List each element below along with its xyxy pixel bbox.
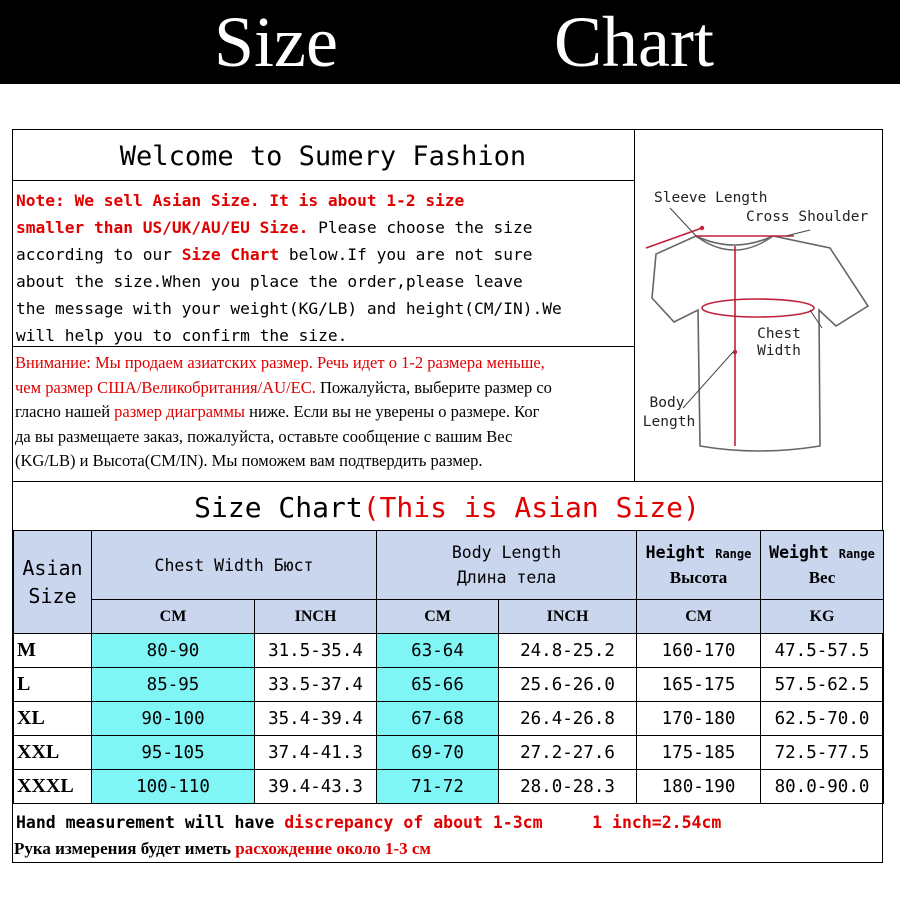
size-cell: XXL bbox=[14, 736, 92, 770]
header-height bbox=[637, 531, 761, 600]
chest-cm-cell: 80-90 bbox=[92, 634, 255, 668]
note-ru-text: ниже. Если вы не уверены о размере. Ког bbox=[245, 402, 540, 421]
size-cell: XL bbox=[14, 702, 92, 736]
unit-weight-kg: KG bbox=[761, 600, 884, 634]
size-cell: M bbox=[14, 634, 92, 668]
note-ru-warning: чем размер США/Великобритания/AU/EC. bbox=[15, 377, 316, 397]
label-body-length: Length bbox=[642, 414, 696, 430]
header-banner bbox=[0, 0, 900, 84]
size-chart-title bbox=[12, 486, 882, 530]
length-cm-cell: 63-64 bbox=[377, 634, 499, 668]
unit-height-cm: CM bbox=[637, 600, 761, 634]
weight-kg-cell: 72.5-77.5 bbox=[761, 736, 884, 770]
header-height-ru: Высота bbox=[669, 567, 728, 587]
note-ru-size-chart-ref: размер диаграммы bbox=[114, 402, 246, 421]
note-en-line-6: will help you to confirm the size. bbox=[16, 326, 348, 345]
table-row bbox=[14, 770, 884, 804]
table-row bbox=[14, 634, 884, 668]
note-en-line-3 bbox=[16, 241, 632, 268]
note-en-warning: smaller than US/UK/AU/EU Size. bbox=[16, 218, 309, 237]
header-chest-width: Chest Width Бюст bbox=[92, 531, 377, 600]
note-ru-line-5: (KG/LB) и Высота(CM/IN). Мы поможем вам подтвердить размер. bbox=[15, 451, 483, 470]
note-ru-line-2 bbox=[15, 376, 635, 401]
chest-inch-cell: 33.5-37.4 bbox=[255, 668, 377, 702]
table-row bbox=[14, 668, 884, 702]
welcome-title: Welcome to Sumery Fashion bbox=[119, 141, 527, 172]
header-weight-en bbox=[761, 541, 883, 566]
chest-cm-cell: 85-95 bbox=[92, 668, 255, 702]
divider-top-section bbox=[12, 481, 883, 482]
unit-chest-inch: INCH bbox=[255, 600, 377, 634]
length-inch-cell: 27.2-27.6 bbox=[499, 736, 637, 770]
footer-en-gap bbox=[543, 813, 593, 832]
table-row bbox=[14, 702, 884, 736]
unit-length-inch: INCH bbox=[499, 600, 637, 634]
chest-cm-cell: 90-100 bbox=[92, 702, 255, 736]
weight-kg-cell: 62.5-70.0 bbox=[761, 702, 884, 736]
chest-cm-cell: 95-105 bbox=[92, 736, 255, 770]
divider-welcome bbox=[12, 180, 635, 181]
note-ru-line-4: да вы размещаете заказ, пожалуйста, оставьте сообщение с вашим Вес bbox=[15, 426, 513, 446]
footer-ru-text: Рука измерения будет иметь bbox=[14, 839, 236, 858]
header-body-length bbox=[377, 531, 637, 600]
height-cm-cell: 160-170 bbox=[637, 634, 761, 668]
header-weight-ru: Вес bbox=[808, 567, 836, 587]
height-cm-cell: 165-175 bbox=[637, 668, 761, 702]
header-asian-size bbox=[14, 531, 92, 634]
header-asian-label: Asian bbox=[22, 556, 83, 580]
footer-inch-conversion: 1 inch=2.54cm bbox=[592, 813, 722, 832]
footer-russian bbox=[14, 836, 880, 862]
size-cell: L bbox=[14, 668, 92, 702]
note-en-line-2 bbox=[16, 214, 632, 241]
note-russian bbox=[15, 351, 635, 474]
note-en-line-1: Note: We sell Asian Size. It is about 1-2 size bbox=[16, 191, 465, 210]
note-en-line-5: the message with your weight(KG/LB) and height(CM/IN).We bbox=[16, 299, 562, 318]
size-table bbox=[13, 530, 884, 804]
header-height-label: Height bbox=[645, 542, 706, 562]
height-cm-cell: 175-185 bbox=[637, 736, 761, 770]
weight-kg-cell: 80.0-90.0 bbox=[761, 770, 884, 804]
label-body: Body bbox=[649, 395, 685, 411]
label-chest: Chest bbox=[757, 326, 801, 342]
length-cm-cell: 67-68 bbox=[377, 702, 499, 736]
tshirt-diagram bbox=[636, 130, 882, 480]
chest-inch-cell: 35.4-39.4 bbox=[255, 702, 377, 736]
size-cell: XXXL bbox=[14, 770, 92, 804]
note-ru-line-3 bbox=[15, 400, 635, 425]
chest-inch-cell: 39.4-43.3 bbox=[255, 770, 377, 804]
length-inch-cell: 28.0-28.3 bbox=[499, 770, 637, 804]
length-cm-cell: 69-70 bbox=[377, 736, 499, 770]
note-en-line-4: about the size.When you place the order,please leave bbox=[16, 272, 523, 291]
chest-cm-cell: 100-110 bbox=[92, 770, 255, 804]
header-weight-label: Weight bbox=[769, 542, 829, 562]
footer-english bbox=[16, 810, 882, 836]
length-inch-cell: 26.4-26.8 bbox=[499, 702, 637, 736]
table-row bbox=[14, 736, 884, 770]
note-en-text: Please choose the size bbox=[308, 218, 533, 237]
label-sleeve-length: Sleeve Length bbox=[654, 190, 768, 206]
footer-en-text: Hand measurement will have bbox=[16, 813, 285, 832]
unit-chest-cm: CM bbox=[92, 600, 255, 634]
header-title-chart: Chart bbox=[554, 2, 714, 82]
height-cm-cell: 170-180 bbox=[637, 702, 761, 736]
header-height-en bbox=[637, 541, 760, 566]
label-chest-width: Width bbox=[757, 343, 801, 359]
header-body-length-en: Body Length bbox=[451, 543, 562, 562]
length-inch-cell: 25.6-26.0 bbox=[499, 668, 637, 702]
length-cm-cell: 65-66 bbox=[377, 668, 499, 702]
note-ru-text: гласно нашей bbox=[15, 402, 115, 421]
length-cm-cell: 71-72 bbox=[377, 770, 499, 804]
length-inch-cell: 24.8-25.2 bbox=[499, 634, 637, 668]
header-title-size: Size bbox=[214, 2, 338, 82]
header-size-label: Size bbox=[28, 584, 77, 608]
chest-inch-cell: 31.5-35.4 bbox=[255, 634, 377, 668]
note-en-text: according to our bbox=[16, 245, 182, 264]
note-english bbox=[16, 187, 632, 349]
unit-length-cm: CM bbox=[377, 600, 499, 634]
footer-en-discrepancy: discrepancy of about 1-3cm bbox=[284, 813, 543, 832]
chest-inch-cell: 37.4-41.3 bbox=[255, 736, 377, 770]
note-ru-line-1: Внимание: Мы продаем азиатских размер. Речь идет о 1-2 размера меньше, bbox=[15, 353, 545, 372]
header-body-length-ru: Длина тела bbox=[456, 568, 557, 587]
footer-ru-discrepancy: расхождение около 1-3 см bbox=[235, 839, 431, 858]
label-cross-shoulder: Cross Shoulder bbox=[746, 209, 869, 225]
weight-kg-cell: 47.5-57.5 bbox=[761, 634, 884, 668]
header-weight-range: Range bbox=[838, 546, 875, 561]
header-weight bbox=[761, 531, 884, 600]
weight-kg-cell: 57.5-62.5 bbox=[761, 668, 884, 702]
header-height-range: Range bbox=[715, 546, 752, 561]
size-chart-title-black: Size Chart bbox=[194, 491, 363, 524]
size-chart-title-red: (This is Asian Size) bbox=[362, 491, 700, 524]
note-ru-text: Пожалуйста, выберите размер со bbox=[315, 377, 552, 397]
note-en-text: below.If you are not sure bbox=[279, 245, 533, 264]
note-en-size-chart-ref: Size Chart bbox=[181, 245, 280, 264]
height-cm-cell: 180-190 bbox=[637, 770, 761, 804]
